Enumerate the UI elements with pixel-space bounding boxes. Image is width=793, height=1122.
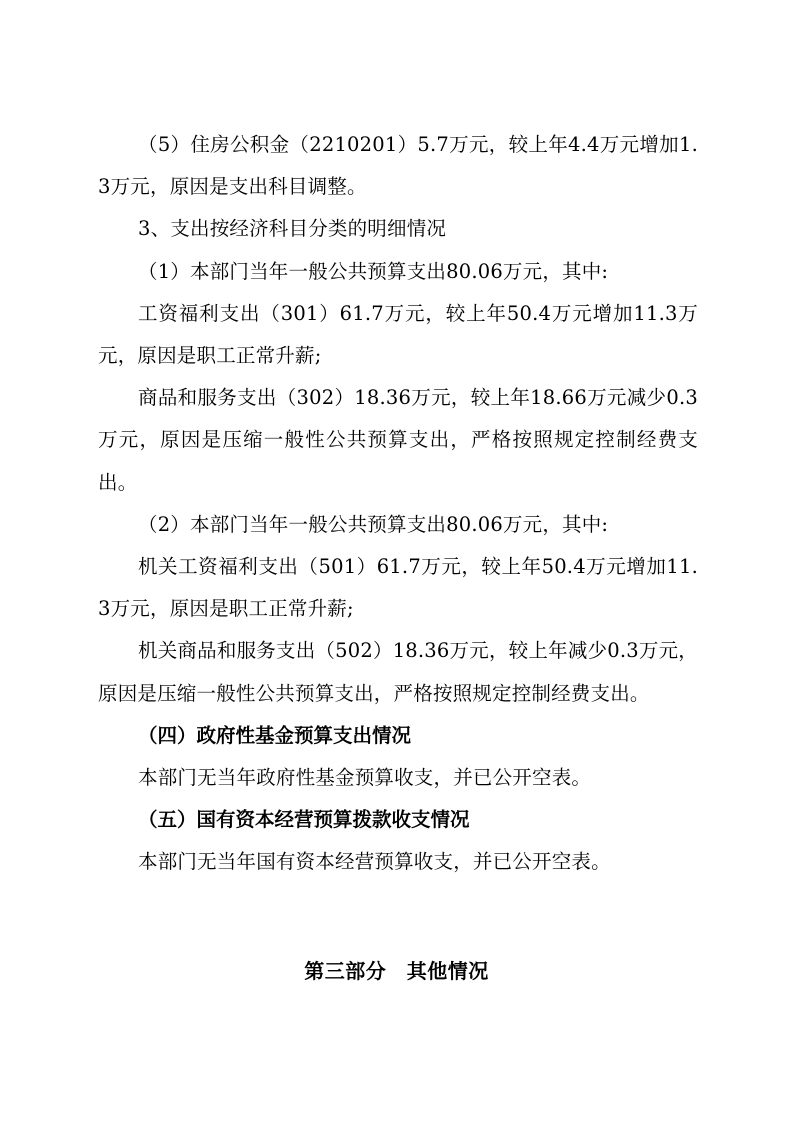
paragraph-government-fund: 本部门无当年政府性基金预算收支，并已公开空表。 [138, 766, 592, 790]
section-title: 第三部分 其他情况 [304, 959, 489, 983]
paragraph-state-capital: 本部门无当年国有资本经营预算收支，并已公开空表。 [138, 850, 611, 874]
paragraph-housing-fund: （5）住房公积金（2210201）5.7万元，较上年4.4万元增加1.3万元，原因是支出科目调整。 [98, 133, 698, 199]
paragraph-goods-services-502: 机关商品和服务支出（502）18.36万元，较上年减少0.3万元，原因是压缩一般性公共预算支出，严格按照规定控制经费支出。 [98, 639, 698, 705]
paragraph-general-budget-1: （1）本部门当年一般公共预算支出80.06万元，其中: [138, 259, 609, 283]
paragraph-salary-welfare-501: 机关工资福利支出（501）61.7万元，较上年50.4万元增加11.3万元，原因是职工正常升薪; [98, 555, 698, 621]
document-body [98, 124, 698, 884]
heading-government-fund: （四）政府性基金预算支出情况 [138, 723, 412, 747]
paragraph-economic-classification: 3、支出按经济科目分类的明细情况 [138, 217, 447, 241]
paragraph-general-budget-2: （2）本部门当年一般公共预算支出80.06万元，其中: [138, 512, 609, 536]
paragraph-salary-welfare-301: 工资福利支出（301）61.7万元，较上年50.4万元增加11.3万元，原因是职工正常升薪; [98, 301, 698, 368]
heading-state-capital: （五）国有资本经营预算拨款收支情况 [138, 808, 470, 832]
paragraph-goods-services-302: 商品和服务支出（302）18.36万元，较上年18.66万元减少0.3万元，原因是压缩一般性公共预算支出，严格按照规定控制经费支出。 [98, 386, 698, 494]
